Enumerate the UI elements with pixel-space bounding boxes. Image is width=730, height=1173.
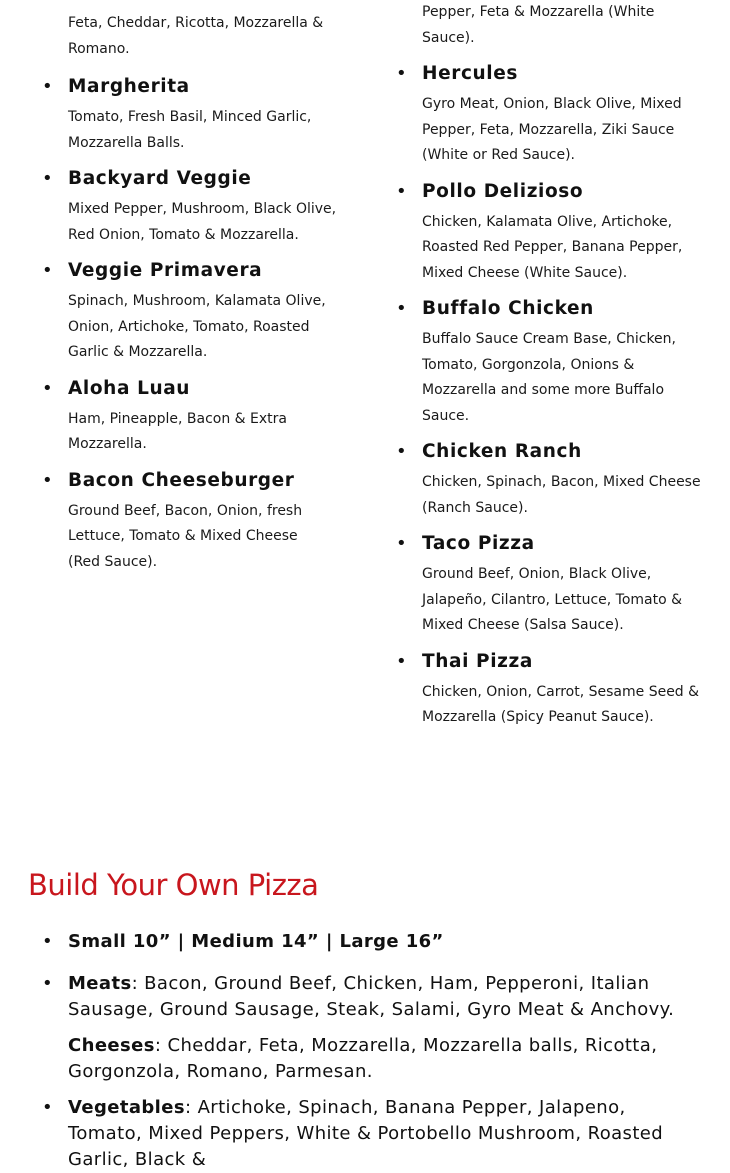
vegetables-label: Vegetables: [68, 1097, 185, 1118]
continued-description: Pepper, Feta & Mozzarella (White Sauce).: [422, 4, 655, 46]
menu-item-name: Backyard Veggie: [68, 168, 252, 189]
menu-item: [42, 376, 352, 458]
menu-item-description: Chicken, Spinach, Bacon, Mixed Cheese (Ranch Sauce).: [422, 474, 701, 516]
bullet-icon: •: [42, 973, 54, 994]
menu-item: [396, 179, 716, 287]
vegetables-item: [42, 1095, 702, 1173]
menu-item-name: Bacon Cheeseburger: [68, 469, 295, 491]
bullet-icon: •: [396, 441, 407, 462]
sizes-item: [42, 929, 702, 955]
menu-item-description: Ground Beef, Bacon, Onion, fresh Lettuce, Tomato & Mixed Cheese (Red Sauce).: [68, 502, 303, 570]
menu-item: [396, 61, 716, 169]
cheeses-item: [42, 1033, 702, 1085]
menu-item-name: Taco Pizza: [422, 533, 535, 554]
bullet-icon: •: [396, 650, 407, 672]
meats-label: Meats: [68, 973, 132, 994]
menu-item-description: Gyro Meat, Onion, Black Olive, Mixed Pepper, Feta, Mozzarella, Ziki Sauce (White or Red Sauce).: [422, 96, 682, 163]
bullet-icon: •: [42, 76, 53, 97]
menu-item: [42, 166, 352, 248]
menu-item-name: Hercules: [422, 63, 518, 84]
sizes-text: Small 10” | Medium 14” | Large 16”: [68, 931, 444, 952]
menu-item-description: Chicken, Kalamata Olive, Artichoke, Roasted Red Pepper, Banana Pepper, Mixed Cheese (White Sauce).: [422, 213, 683, 281]
vegetables-list: : Artichoke, Spinach, Banana Pepper, Jalapeno, Tomato, Mixed Peppers, White & Portobello Mushroom, Roasted Garlic, Black &: [68, 1097, 664, 1170]
menu-item-name: Margherita: [68, 76, 190, 97]
bullet-icon: •: [396, 298, 407, 319]
menu-item: [42, 468, 352, 576]
menu-item-name: Buffalo Chicken: [422, 298, 594, 319]
cheeses-label: Cheeses: [68, 1035, 155, 1056]
bullet-icon: •: [396, 63, 407, 84]
menu-item: [396, 439, 716, 521]
menu-item-description: Spinach, Mushroom, Kalamata Olive, Onion, Artichoke, Tomato, Roasted Garlic & Mozzarella.: [68, 293, 326, 360]
meats-item: [42, 971, 702, 1023]
cheeses-list: : Cheddar, Feta, Mozzarella, Mozzarella balls, Ricotta, Gorgonzola, Romano, Parmesan.: [68, 1035, 658, 1082]
bullet-icon: •: [396, 533, 407, 554]
bullet-icon: •: [396, 180, 407, 202]
menu-item-description: Mixed Pepper, Mushroom, Black Olive, Red Onion, Tomato & Mozzarella.: [68, 201, 337, 243]
meats-list: : Bacon, Ground Beef, Chicken, Ham, Pepperoni, Italian Sausage, Ground Sausage, Steak, Salami, Gyro Meat & Anchovy.: [68, 973, 675, 1020]
menu-item: [396, 296, 716, 429]
bullet-icon: •: [42, 1097, 54, 1118]
menu-item: [42, 258, 352, 366]
section-title: Build Your Own Pizza: [28, 868, 319, 902]
menu-item: [42, 74, 352, 156]
menu-item-description: Buffalo Sauce Cream Base, Chicken, Tomato, Gorgonzola, Onions & Mozzarella and some more Buffalo Sauce.: [422, 331, 676, 424]
menu-item: [396, 531, 716, 639]
bullet-icon: •: [42, 377, 53, 399]
build-your-own-list: [42, 929, 702, 1173]
menu-item-name: Aloha Luau: [68, 377, 191, 399]
menu-item-description: Ground Beef, Onion, Black Olive, Jalapeño, Cilantro, Lettuce, Tomato & Mixed Cheese (Salsa Sauce).: [422, 566, 683, 633]
menu-item-description: Ham, Pineapple, Bacon & Extra Mozzarella.: [68, 410, 288, 452]
bullet-icon: •: [42, 168, 53, 189]
menu-item-name: Chicken Ranch: [422, 441, 582, 462]
menu-item-name: Veggie Primavera: [68, 260, 263, 281]
bullet-icon: •: [42, 469, 53, 491]
left-menu-list: [42, 74, 352, 585]
menu-item-name: Pollo Delizioso: [422, 180, 584, 202]
menu-item-description: Tomato, Fresh Basil, Minced Garlic, Mozzarella Balls.: [68, 109, 312, 151]
right-menu-list: [396, 61, 716, 741]
menu-item-name: Thai Pizza: [422, 650, 533, 672]
bullet-icon: •: [42, 931, 54, 952]
continued-description: Feta, Cheddar, Ricotta, Mozzarella & Romano.: [68, 15, 324, 57]
menu-item-description: Chicken, Onion, Carrot, Sesame Seed & Mozzarella (Spicy Peanut Sauce).: [422, 683, 700, 725]
menu-item: [396, 649, 716, 731]
bullet-icon: •: [42, 260, 53, 281]
